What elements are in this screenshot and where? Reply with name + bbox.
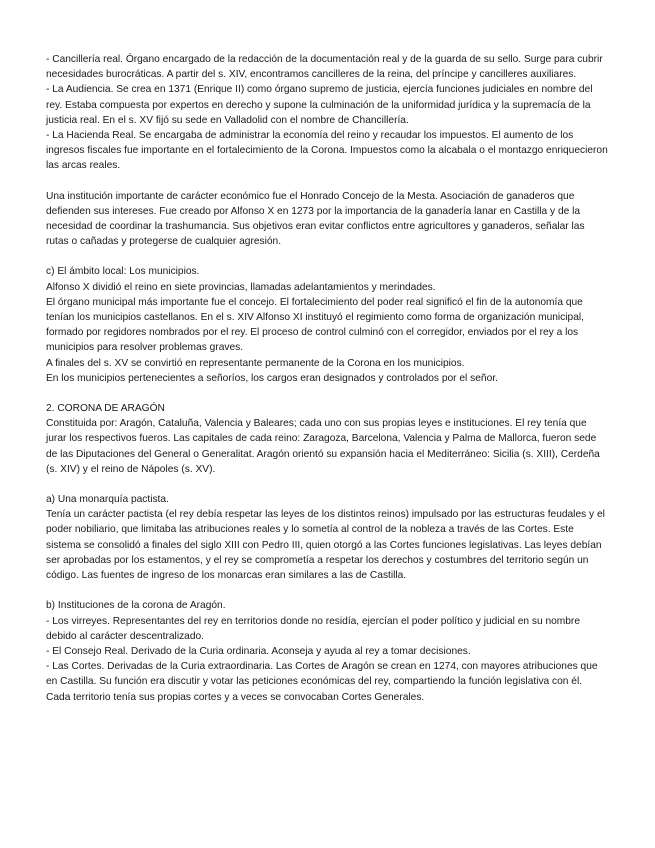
paragraph-gap xyxy=(46,477,608,492)
paragraph-gap xyxy=(46,583,608,598)
instituciones-aragon-section xyxy=(46,598,608,704)
list-item-cortes: - Las Cortes. Derivadas de la Curia extraordinaria. Las Cortes de Aragón se crean en 1274, con mayores atribuciones que en Castilla. Su función era discutir y votar las peticiones económicas del rey, compartiendo la función legislativa con él. Cada territorio tenía sus propias cortes y a veces se convocaban Cortes Generales. xyxy=(46,661,598,703)
list-item-audiencia: - La Audiencia. Se crea en 1371 (Enrique II) como órgano supremo de justicia, ejercía funciones judiciales en nombre del rey. Estaba compuesta por expertos en derecho y supone la culminación de la uniformidad jurídica y la supremacía de la justicia real. En el s. XV fijó su sede en Valladolid con el nombre de Chancillería. xyxy=(46,84,593,126)
paragraph: A finales del s. XV se convirtió en representante permanente de la Corona en los municipios. xyxy=(46,357,465,369)
list-item-consejo-real: - El Consejo Real. Derivado de la Curia ordinaria. Aconseja y ayuda al rey a tomar decisiones. xyxy=(46,645,471,657)
paragraph-gap xyxy=(46,249,608,264)
paragraph: En los municipios pertenecientes a señoríos, los cargos eran designados y controlados por el señor. xyxy=(46,372,498,384)
municipios-section xyxy=(46,264,608,386)
paragraph: Alfonso X dividió el reino en siete provincias, llamadas adelantamientos y merindades. xyxy=(46,281,436,293)
castilla-institutions-list xyxy=(46,52,608,174)
document-page xyxy=(46,52,608,705)
paragraph-gap xyxy=(46,386,608,401)
corona-aragon-section xyxy=(46,401,608,477)
section-heading-instituciones-aragon: b) Instituciones de la corona de Aragón. xyxy=(46,600,226,612)
section-heading-monarquia-pactista: a) Una monarquía pactista. xyxy=(46,494,169,506)
paragraph: Constituida por: Aragón, Cataluña, Valencia y Baleares; cada uno con sus propias leyes e instituciones. El rey tenía que jurar los respectivos fueros. Las capitales de cada reino: Zaragoza, Barcelona, Valencia y Palma de Mallorca, fueron sede de las Diputaciones del General o Generalitat. Aragón orientó su expansión hacia el Mediterráneo: Sicilia (s. XIII), Cerdeña (s. XIV) y el reino de Nápoles (s. XV). xyxy=(46,418,600,475)
section-heading-corona-aragon: 2. CORONA DE ARAGÓN xyxy=(46,403,165,415)
mesta-section xyxy=(46,189,608,250)
mesta-paragraph: Una institución importante de carácter económico fue el Honrado Concejo de la Mesta. Asociación de ganaderos que defienden sus intereses. Fue creado por Alfonso X en 1273 por la importancia de la ganadería lanar en Castilla y de la necesidad de coordinar la trashumancia. Sus objetivos eran evitar conflictos entre agricultores y ganaderos, señalar las rutas o cañadas y protegerse de cualquier agresión. xyxy=(46,190,585,248)
list-item-hacienda: - La Hacienda Real. Se encargaba de administrar la economía del reino y recaudar los impuestos. El aumento de los ingresos fiscales fue importante en el fortalecimiento de la Corona. Impuestos como la alcabala o el montazgo enriquecieron las arcas reales. xyxy=(46,130,608,172)
list-item-virreyes: - Los virreyes. Representantes del rey en territorios donde no residía, ejercían el poder político y judicial en su nombre debido al carácter descentralizado. xyxy=(46,615,580,642)
paragraph: El órgano municipal más importante fue el concejo. El fortalecimiento del poder real significó el fin de la autonomía que tenían los municipios castellanos. En el s. XIV Alfonso XI instituyó el regimiento como forma de organización municipal, formado por regidores nombrados por el rey. El proceso de control culminó con el corregidor, enviados por el rey a los municipios para resolver problemas graves. xyxy=(46,296,584,354)
section-heading-municipios: c) El ámbito local: Los municipios. xyxy=(46,266,200,278)
paragraph-gap xyxy=(46,174,608,189)
paragraph: Tenía un carácter pactista (el rey debía respetar las leyes de los distintos reinos) impulsado por las estructuras feudales y el poder nobiliario, que limitaba las atribuciones reales y lo sometía al control de la nobleza a través de las Cortes. Este sistema se consolidó a finales del siglo XIII con Pedro III, quien otorgó a las Cortes funciones legislativas. Las leyes debían ser aprobadas por los estamentos, y el rey se comprometía a respetar los derechos y costumbres del territorio según un código. Las fuentes de ingreso de los monarcas eran similares a las de Castilla. xyxy=(46,509,605,582)
monarquia-pactista-section xyxy=(46,492,608,583)
list-item-cancilleria: - Cancillería real. Órgano encargado de la redacción de la documentación real y de la guarda de su sello. Surge para cubrir necesidades burocráticas. A partir del s. XIV, encontramos cancilleres de la reina, del príncipe y cancilleres auxiliares. xyxy=(46,54,603,81)
